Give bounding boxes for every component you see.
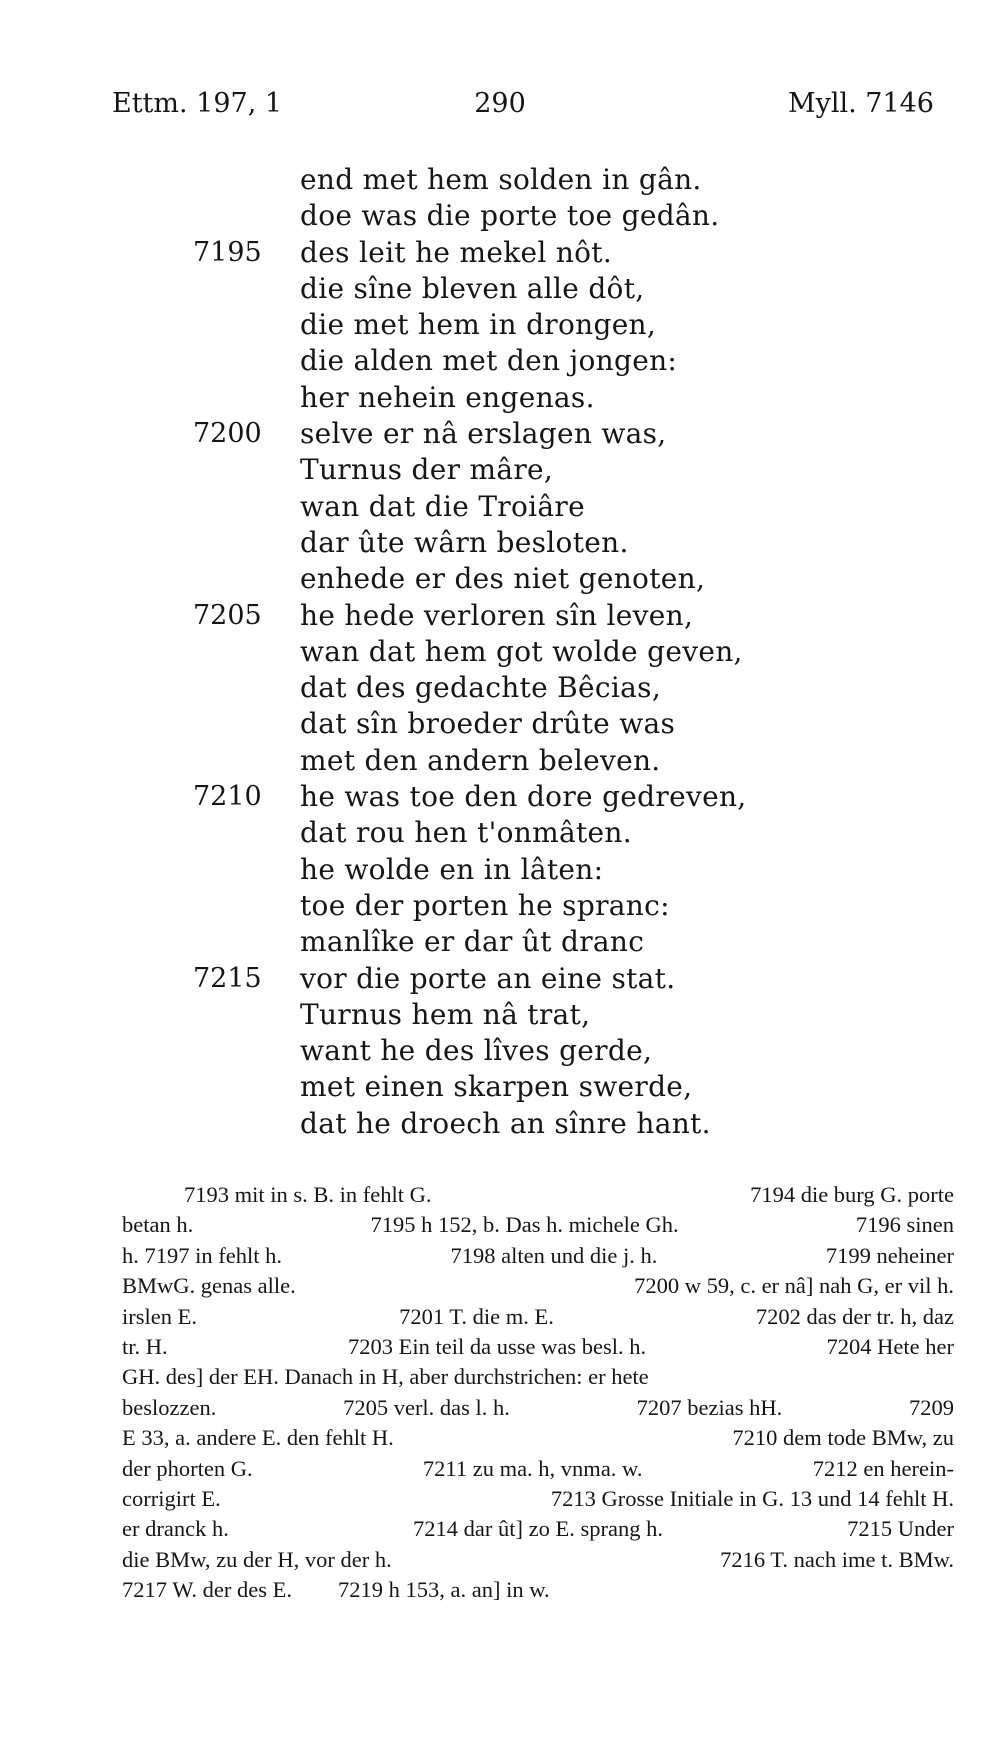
verse-line: [0, 924, 1000, 960]
running-head: [0, 88, 1000, 128]
apparatus-fragment: 7215 Under: [847, 1516, 954, 1542]
apparatus-line: [122, 1180, 954, 1210]
apparatus-line: [122, 1484, 954, 1514]
apparatus-fragment: GH. des] der EH. Danach in H, aber durchstrichen: er hete: [122, 1364, 649, 1390]
apparatus-fragment: 7214 dar ût] zo E. sprang h.: [413, 1516, 663, 1542]
verse-line: [0, 815, 1000, 851]
verse-text-line: dar ûte wârn besloten.: [300, 525, 629, 559]
verse-text-line: want he des lîves gerde,: [300, 1034, 653, 1068]
verse-text-line: des leit he mekel nôt.: [300, 235, 613, 269]
apparatus-line: [122, 1271, 954, 1301]
verse-text-line: dat rou hen t'onmâten.: [300, 816, 632, 850]
verse-text-line: doe was die porte toe gedân.: [300, 199, 720, 233]
apparatus-line: [122, 1332, 954, 1362]
apparatus-fragment: 7201 T. die m. E.: [399, 1303, 554, 1329]
verse-text-line: die met hem in drongen,: [300, 308, 657, 342]
apparatus-fragment: 7203 Ein teil da usse was besl. h.: [348, 1333, 647, 1359]
verse-text-line: dat he droech an sînre hant.: [300, 1106, 711, 1140]
verse-text-line: wan dat hem got wolde geven,: [300, 634, 743, 668]
verse-text-line: Turnus der mâre,: [300, 453, 554, 487]
verse-text-line: manlîke er dar ût dranc: [300, 925, 645, 959]
verse-text-line: Turnus hem nâ trat,: [300, 997, 591, 1031]
running-head-left: Ettm. 197, 1: [112, 88, 283, 119]
apparatus-line: [122, 1545, 954, 1575]
apparatus-fragment: 7213 Grosse Initiale in G. 13 und 14 fehlt H.: [550, 1485, 954, 1511]
line-number: 7205: [193, 599, 262, 631]
apparatus-fragment: 7216 T. nach ime t. BMw.: [720, 1546, 954, 1572]
apparatus-fragment: der phorten G.: [122, 1455, 253, 1481]
apparatus-fragment: 7202 das der tr. h, daz: [755, 1303, 954, 1329]
verse-text: [0, 162, 1000, 1142]
apparatus-fragment: 7217 W. der des E.: [122, 1577, 292, 1603]
apparatus-fragment: tr. H.: [122, 1333, 168, 1359]
apparatus-line: [122, 1362, 954, 1392]
line-number: 7215: [193, 962, 262, 994]
apparatus-line: [122, 1302, 954, 1332]
verse-line: [0, 489, 1000, 525]
apparatus-fragment: 7194 die burg G. porte: [750, 1182, 954, 1207]
apparatus-fragment: 7212 en herein-: [812, 1455, 954, 1481]
verse-text-line: met den andern beleven.: [300, 743, 661, 777]
critical-apparatus: [122, 1180, 954, 1605]
apparatus-fragment: 7195 h 152, b. Das h. michele Gh.: [370, 1212, 679, 1238]
verse-text-line: he hede verloren sîn leven,: [300, 598, 694, 632]
verse-text-line: enhede er des niet genoten,: [300, 562, 706, 596]
verse-line: [0, 561, 1000, 597]
verse-text-line: selve er nâ erslagen was,: [300, 417, 667, 451]
apparatus-line: [122, 1210, 954, 1240]
apparatus-fragment: 7193 mit in s. B. in fehlt G.: [184, 1182, 432, 1207]
verse-line: [0, 525, 1000, 561]
apparatus-fragment: betan h.: [122, 1212, 194, 1238]
apparatus-line: [122, 1575, 954, 1605]
verse-text-line: her nehein engenas.: [300, 380, 595, 414]
verse-line: [0, 235, 1000, 271]
verse-text-line: wan dat die Troiâre: [300, 489, 585, 523]
verse-line: [0, 1033, 1000, 1069]
apparatus-fragment: BMwG. genas alle.: [122, 1273, 296, 1299]
verse-line: [0, 598, 1000, 634]
apparatus-line: [122, 1393, 954, 1423]
apparatus-fragment: beslozzen.: [122, 1394, 217, 1420]
apparatus-fragment: 7204 Hete her: [826, 1333, 954, 1359]
apparatus-fragment: 7219 h 153, a. an] in w.: [337, 1577, 550, 1603]
verse-text-line: dat sîn broeder drûte was: [300, 707, 676, 741]
verse-text-line: end met hem solden in gân.: [300, 163, 702, 196]
apparatus-fragment: die BMw, zu der H, vor der h.: [122, 1546, 392, 1572]
apparatus-fragment: irslen E.: [122, 1303, 197, 1329]
apparatus-fragment: er dranck h.: [122, 1516, 229, 1542]
verse-line: [0, 634, 1000, 670]
apparatus-line: [122, 1423, 954, 1453]
apparatus-fragment: E 33, a. andere E. den fehlt H.: [122, 1425, 394, 1451]
verse-text-line: vor die porte an eine stat.: [300, 961, 676, 995]
apparatus-fragment: 7210 dem tode BMw, zu: [732, 1425, 954, 1451]
verse-line: [0, 670, 1000, 706]
apparatus-fragment: 7211 zu ma. h, vnma. w.: [422, 1455, 643, 1481]
verse-line: [0, 198, 1000, 234]
verse-line: [0, 779, 1000, 815]
verse-line: [0, 307, 1000, 343]
verse-line: [0, 380, 1000, 416]
verse-text-line: die alden met den jongen:: [300, 344, 678, 378]
verse-text-line: die sîne bleven alle dôt,: [300, 271, 645, 305]
verse-line: [0, 743, 1000, 779]
verse-text-line: met einen skarpen swerde,: [300, 1070, 693, 1104]
verse-line: [0, 452, 1000, 488]
apparatus-line: [122, 1454, 954, 1484]
apparatus-fragment: 7207 bezias hH.: [636, 1394, 783, 1420]
verse-line: [0, 343, 1000, 379]
page-number: 290: [474, 88, 526, 119]
verse-text-line: toe der porten he spranc:: [300, 888, 670, 922]
apparatus-fragment: 7200 w 59, c. er nâ] nah G, er vil h.: [634, 1273, 954, 1299]
apparatus-fragment: h. 7197 in fehlt h.: [122, 1242, 282, 1268]
verse-text-line: he was toe den dore gedreven,: [300, 780, 747, 814]
verse-text-line: dat des gedachte Bêcias,: [300, 671, 662, 705]
apparatus-fragment: corrigirt E.: [122, 1485, 221, 1511]
verse-line: [0, 416, 1000, 452]
apparatus-fragment: 7209: [909, 1394, 954, 1420]
line-number: 7210: [193, 781, 262, 813]
apparatus-line: [122, 1514, 954, 1544]
verse-line: [0, 997, 1000, 1033]
verse-line: [0, 706, 1000, 742]
verse-line: [0, 1106, 1000, 1142]
verse-line: [0, 888, 1000, 924]
apparatus-fragment: 7196 sinen: [855, 1212, 954, 1238]
verse-line: [0, 852, 1000, 888]
apparatus-fragment: 7199 neheiner: [825, 1242, 954, 1268]
verse-line: [0, 271, 1000, 307]
running-head-right: Myll. 7146: [787, 88, 934, 119]
verse-line: [0, 162, 1000, 198]
apparatus-fragment: 7198 alten und die j. h.: [450, 1242, 658, 1268]
line-number: 7195: [193, 236, 262, 268]
verse-text-line: he wolde en in lâten:: [300, 852, 604, 886]
apparatus-fragment: 7205 verl. das l. h.: [343, 1394, 510, 1420]
line-number: 7200: [193, 418, 262, 450]
apparatus-line: [122, 1241, 954, 1271]
verse-line: [0, 961, 1000, 997]
verse-line: [0, 1069, 1000, 1105]
